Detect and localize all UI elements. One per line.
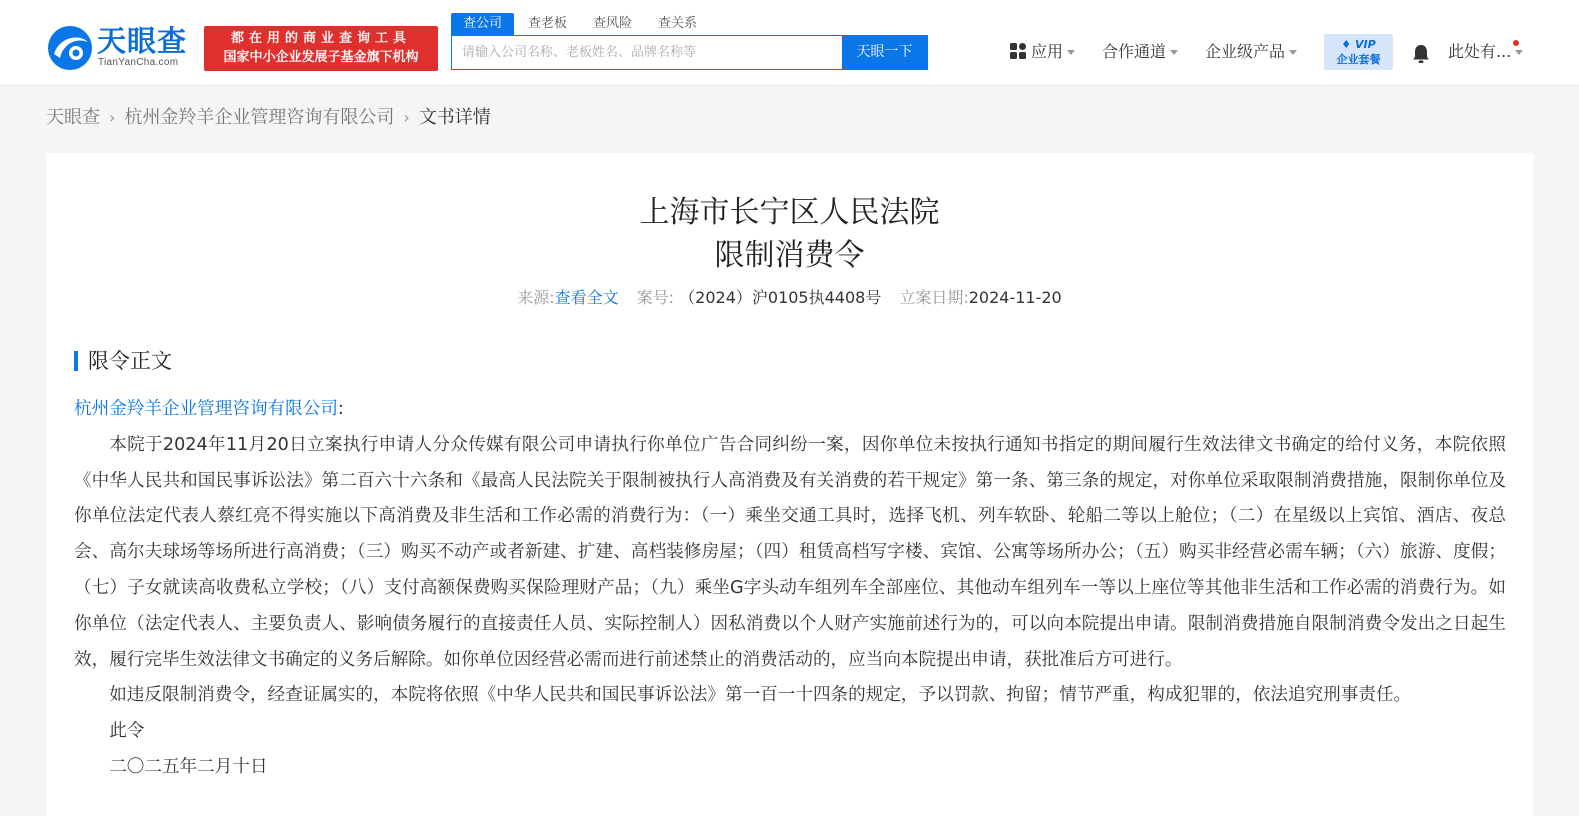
logo-mark-icon	[46, 24, 94, 72]
document-meta	[46, 287, 1533, 309]
tab-relation[interactable]: 查关系	[658, 16, 698, 31]
document-body	[74, 392, 1506, 786]
grid-icon	[1009, 42, 1027, 60]
chevron-right-icon: ›	[109, 108, 116, 127]
addressee-colon: :	[337, 399, 344, 419]
section-title	[74, 347, 172, 375]
document-type-title: 限制消费令	[714, 238, 865, 273]
breadcrumb-home[interactable]: 天眼查	[46, 107, 100, 128]
chevron-right-icon: ›	[403, 108, 410, 127]
search-input[interactable]	[452, 36, 843, 69]
top-header	[0, 0, 1579, 86]
search-button[interactable]: 天眼一下	[842, 36, 927, 69]
chevron-down-icon	[1515, 50, 1523, 55]
chevron-down-icon	[1170, 50, 1178, 55]
logo-text: 天眼查	[97, 24, 188, 58]
vip-package-label: 企业套餐	[1336, 53, 1381, 66]
vip-text: VIP	[1355, 38, 1376, 51]
paragraph-main: 本院于2024年11月20日立案执行申请人分众传媒有限公司申请执行你单位广告合同纠纷一案，因你单位未按执行通知书指定的期间履行生效法律文书确定的给付义务，本院依照《中华人民共和国民事诉讼法》第二百六十六条和《最高人民法院关于限制被执行人高消费及有关消费的若干规定》第一条、第三条的规定，对你单位采取限制消费措施，限制你单位及你单位法定代表人蔡红亮不得实施以下高消费及非生活和工作必需的消费行为：（一）乘坐交通工具时，选择飞机、列车软卧、轮船二等以上舱位；（二）在星级以上宾馆、酒店、夜总会、高尔夫球场等场所进行高消费；（三）购买不动产或者新建、扩建、高档装修房屋；（四）租赁高档写字楼、宾馆、公寓等场所办公；（五）购买非经营必需车辆；（六）旅游、度假；（七）子女就读高收费私立学校；（八）支付高额保费购买保险理财产品；（九）乘坐G字头动车组列车全部座位、其他动车组列车一等以上座位等其他非生活和工作必需的消费行为。如你单位（法定代表人、主要负责人、影响债务履行的直接责任人员、实际控制人）因私消费以个人财产实施前述行为的，可以向本院提出申请。限制消费措施自限制消费令发出之日起生效，履行完毕生效法律文书确定的义务后解除。如你单位因经营必需而进行前述禁止的消费活动的，应当向本院提出申请，获批准后方可进行。	[74, 434, 1506, 670]
breadcrumb-current: 文书详情	[418, 107, 491, 128]
filing-date: 2024-11-20	[968, 288, 1062, 307]
bell-icon[interactable]	[1412, 44, 1430, 64]
nav-apps[interactable]	[1009, 40, 1075, 64]
paragraph-penalty: 如违反限制消费令，经查证属实的，本院将依照《中华人民共和国民事诉讼法》第一百一十四条的规定，予以罚款、拘留；情节严重，构成犯罪的，依法追究刑事责任。	[109, 685, 1412, 706]
tab-boss[interactable]: 查老板	[528, 16, 568, 31]
user-menu[interactable]	[1448, 40, 1523, 64]
court-title: 上海市长宁区人民法院	[639, 195, 940, 230]
slogan-banner	[204, 26, 438, 71]
section-title-text: 限令正文	[88, 349, 172, 373]
notification-dot	[1513, 40, 1519, 46]
addressee-company-link[interactable]: 杭州金羚羊企业管理咨询有限公司	[74, 399, 338, 419]
slogan-line-1: 都在用的商业查询工具	[230, 31, 411, 46]
tab-risk[interactable]: 查风险	[593, 16, 633, 31]
nav-enterprise[interactable]	[1205, 40, 1297, 64]
vip-enterprise-button[interactable]	[1324, 34, 1393, 70]
case-number-label: 案号:	[636, 288, 675, 307]
nav-channel[interactable]	[1102, 40, 1178, 64]
source-label: 来源:	[517, 288, 555, 307]
sign-date: 二〇二五年二月十日	[109, 756, 268, 777]
diamond-icon: ♦	[1341, 38, 1352, 51]
breadcrumb	[46, 104, 491, 132]
logo[interactable]	[46, 24, 196, 72]
section-accent-bar	[74, 351, 78, 371]
tab-company[interactable]: 查公司	[451, 13, 514, 35]
addressee	[74, 392, 1506, 428]
view-full-text-link[interactable]: 查看全文	[554, 288, 619, 307]
nav-apps-label: 应用	[1031, 42, 1064, 61]
vip-label	[1324, 34, 1393, 53]
chevron-down-icon	[1289, 50, 1297, 55]
search-box	[451, 35, 928, 70]
user-name: 此处有...	[1448, 42, 1512, 61]
nav-channel-label: 合作通道	[1102, 42, 1167, 61]
case-number: （2024）沪0105执4408号	[679, 288, 882, 307]
slogan-line-2: 国家中小企业发展子基金旗下机构	[223, 50, 419, 65]
logo-domain: TianYanCha.com	[98, 57, 179, 68]
nav-enterprise-label: 企业级产品	[1205, 42, 1286, 61]
chevron-down-icon	[1067, 50, 1075, 55]
breadcrumb-company[interactable]: 杭州金羚羊企业管理咨询有限公司	[124, 107, 395, 128]
closing-text: 此令	[109, 721, 145, 742]
filing-date-label: 立案日期:	[899, 288, 969, 307]
document-card	[46, 153, 1533, 816]
